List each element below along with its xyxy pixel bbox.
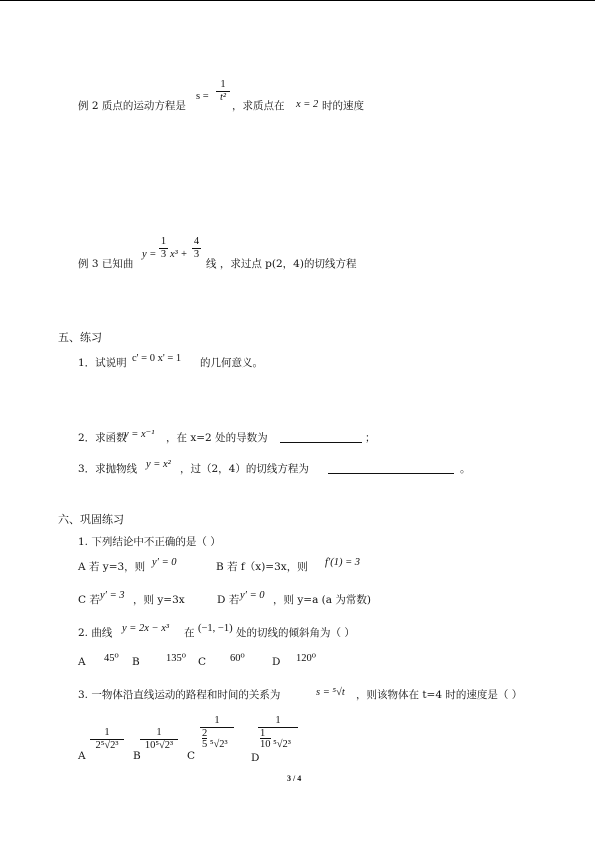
section6-q1-option-d-suffix: ，则 y=a (a 为常数)	[273, 594, 371, 606]
example2-condition: x = 2	[296, 99, 319, 110]
example2-fraction-denominator: t²	[219, 92, 227, 103]
section6-q1-option-b-math: f′(1) = 3	[325, 557, 361, 568]
section5-q2-answer-blank[interactable]	[280, 432, 362, 446]
section6-q3-option-b-letter: B	[133, 750, 141, 762]
section5-q3-suffix: ，过（2，4）的切线方程为	[180, 463, 309, 475]
section6-q1-option-d-prefix: D 若	[217, 594, 240, 606]
section6-q1-option-d-math: y′ = 0	[240, 590, 265, 601]
section5-title: 五、练习	[58, 331, 102, 344]
section5-q3-answer-blank[interactable]	[328, 463, 454, 477]
section6-q3-option-b-denominator: 10⁵√2³	[144, 740, 174, 751]
section6-q3-option-d-inner-denominator: 10	[260, 739, 271, 750]
section6-q2-point: (−1, −1)	[198, 623, 233, 634]
section6-q1-option-c-suffix: ，则 y=3x	[133, 594, 185, 606]
example3-fraction-1-denominator: 3	[160, 249, 167, 260]
section6-q1-option-a-math: y′ = 0	[152, 557, 177, 568]
example2-tail-text: 时的速度	[322, 100, 364, 112]
section5-q3-math: y = x²	[146, 459, 171, 470]
section6-q3-option-d-letter: D	[251, 752, 260, 764]
example2-fraction-numerator: 1	[220, 79, 226, 90]
example3-eq-lhs: y =	[142, 249, 157, 260]
section5-q2-suffix: ，在 x=2 处的导数为	[166, 432, 268, 444]
section5-q2-math: y = x⁻¹	[124, 429, 155, 440]
section6-q2-option-d-letter: D	[272, 656, 281, 668]
section6-q2-prefix: 2. 曲线	[78, 627, 113, 639]
section6-q3-option-c-letter: C	[187, 750, 196, 762]
section6-q3-option-d-inner-numerator: 1	[260, 728, 266, 739]
section5-q1-math: c' = 0 x' = 1	[132, 353, 182, 364]
section6-q2-option-c-letter: C	[198, 656, 207, 668]
section6-q3-option-d-fraction	[258, 715, 298, 750]
example3-fraction-1	[159, 236, 168, 261]
section6-q2-math: y = 2x − x³	[122, 623, 170, 634]
example3-fraction-2	[192, 236, 201, 261]
section6-q3-option-a-numerator: 1	[104, 727, 110, 738]
section6-q3-option-c-inner-numerator: 2	[202, 728, 208, 739]
section6-q3-math: s = ⁵√t	[316, 687, 345, 698]
example3-fraction-1-numerator: 1	[160, 236, 167, 247]
section6-q2-mid: 在	[184, 627, 195, 639]
section6-q3-option-c-numerator: 1	[214, 715, 220, 726]
example3-fraction-2-denominator: 3	[193, 249, 200, 260]
section6-q1-option-c-math: y′ = 3	[100, 590, 125, 601]
section5-q2-end: ；	[365, 432, 376, 444]
section6-q1-option-b-prefix: B 若 f（x)=3x，则	[216, 561, 308, 573]
section5-q3-prefix: 3．求抛物线	[78, 463, 138, 475]
section5-q1-prefix: 1．试说明	[78, 357, 127, 369]
section6-q3-option-c-radical: ⁵√2³	[209, 739, 228, 750]
section6-q3-option-a-fraction	[90, 727, 124, 752]
section6-q2-option-a-letter: A	[78, 656, 86, 668]
section5-q2-prefix: 2．求函数	[78, 432, 127, 444]
section6-q3-option-c-fraction	[200, 715, 234, 750]
section5-q3-end: 。	[460, 463, 471, 475]
section6-q2-option-c-value: 60⁰	[230, 653, 245, 664]
section6-q2-option-b-letter: B	[132, 656, 140, 668]
example2-eq-lhs: s =	[196, 91, 209, 102]
example2-fraction	[216, 79, 230, 104]
section6-q2-suffix: 处的切线的倾斜角为（ ）	[236, 627, 355, 639]
example3-eq-mid: x³ +	[170, 249, 188, 260]
section6-q1-option-c-prefix: C 若	[78, 594, 100, 606]
example2-mid-text: ，求质点在	[232, 100, 285, 112]
section6-q3-option-a-denominator: 2⁵√2³	[95, 740, 119, 751]
example3-fraction-2-numerator: 4	[193, 236, 200, 247]
section6-q3-option-a-letter: A	[78, 750, 86, 762]
section6-q3-option-b-numerator: 1	[156, 727, 162, 738]
section6-q3-option-d-radical: ⁵√2³	[273, 739, 291, 750]
section6-q1-stem: 1. 下列结论中不正确的是（ ）	[78, 536, 221, 548]
section6-q2-option-d-value: 120⁰	[296, 653, 316, 664]
example3-label: 例 3 已知曲	[78, 258, 134, 270]
section6-q3-prefix: 3. 一物体沿直线运动的路程和时间的关系为	[78, 689, 281, 701]
section6-q2-option-a-value: 45⁰	[104, 653, 119, 664]
example3-tail-text: 线 ，求过点 p(2，4)的切线方程	[206, 258, 357, 270]
section6-title: 六、巩固练习	[58, 513, 124, 526]
section5-q1-suffix: 的几何意义。	[200, 357, 263, 369]
page-number: 3 / 4	[287, 774, 302, 783]
section6-q2-option-b-value: 135⁰	[166, 653, 186, 664]
section6-q3-option-c-inner-denominator: 5	[202, 739, 208, 750]
section6-q3-option-b-fraction	[140, 727, 178, 752]
section6-q3-suffix: ，则该物体在 t=4 时的速度是（ ）	[356, 689, 523, 701]
section6-q3-option-d-numerator: 1	[275, 715, 281, 726]
page-top-border	[0, 0, 595, 1]
example2-label: 例 2 质点的运动方程是	[78, 100, 186, 112]
section6-q1-option-a-prefix: A 若 y=3，则	[78, 561, 146, 573]
